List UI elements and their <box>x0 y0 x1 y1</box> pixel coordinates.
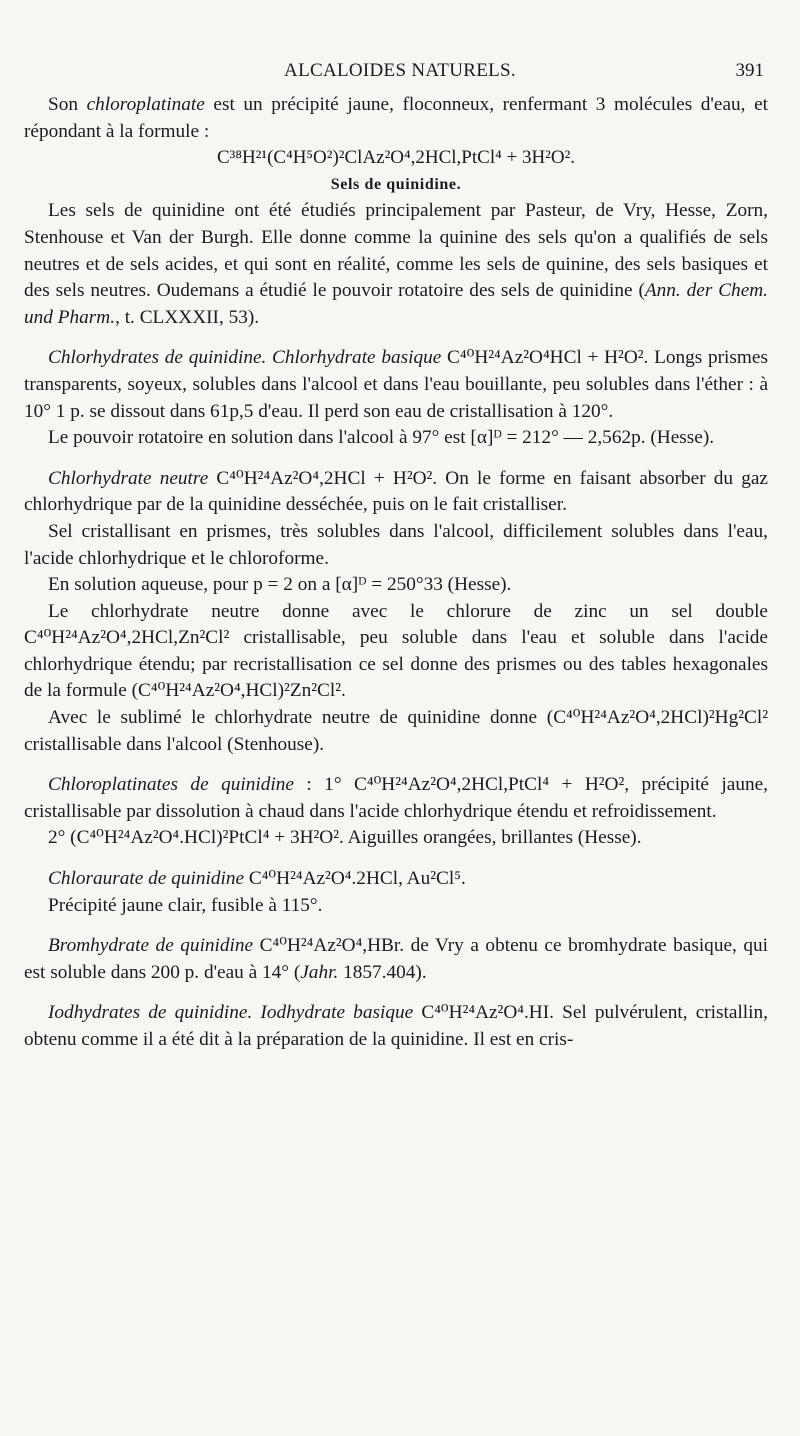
italic-term: Chloraurate de quinidine <box>48 868 245 890</box>
text-run: : 1° C⁴⁰H²⁴Az²O⁴,2HCl,PtCl⁴ + H²O², précipité jaune, cristallisable par dissolution à chaud dans l'acide chlorhydrique étendu et refroidissement. <box>24 774 768 822</box>
paragraph-chloroplatinate-2: 2° (C⁴⁰H²⁴Az²O⁴.HCl)²PtCl⁴ + 3H²O². Aiguilles orangées, brillantes (Hesse). <box>48 827 642 849</box>
paragraph-crystals: Sel cristallisant en prismes, très solubles dans l'alcool, difficilement solubles dans l'eau, l'acide chlorhydrique et le chloroforme. <box>24 520 768 569</box>
paragraph-aqueous-solution: En solution aqueuse, pour p = 2 on a [α]ᴰ = 250°33 (Hesse). <box>48 574 512 596</box>
text-run: C⁴⁰H²⁴Az²O⁴,2HCl + H²O². On le forme en faisant absorber du gaz chlorhydrique par de la quinidine desséchée, puis on le fait cristalliser. <box>24 467 768 516</box>
italic-citation: Ann. der Chem. und Pharm. <box>24 280 769 328</box>
running-title: ALCALOIDES NATURELS. <box>284 60 516 81</box>
italic-term: Chlorhydrate neutre <box>48 467 209 489</box>
paragraph-bromhydrate <box>24 933 768 986</box>
italic-term: Iodhydrates de quinidine. Iodhydrate basique <box>48 1002 414 1024</box>
paragraph-chloroplatinates <box>24 772 768 825</box>
paragraph-neutral-chlorhydrate <box>24 466 768 519</box>
text-run: C⁴⁰H²⁴Az²O⁴,HBr. de Vry a obtenu ce bromhydrate basique, qui est soluble dans 200 p. d'eau à 14° ( <box>24 935 769 983</box>
paragraph-iodhydrates <box>24 1000 768 1053</box>
text-run: Les sels de quinidine ont été étudiés principalement par Pasteur, de Vry, Hesse, Zorn, Stenhouse et Van der Burgh. Elle donne comme la quinine des sels qu'on a qualifiés de sels neutres et de sels acides, et qui sont en réalité, comme les sels de quinine, des sels basiques et des sels neutres. Oudemans a étudié le pouvoir rotatoire des sels de quinidine ( <box>24 200 768 302</box>
text-run: C⁴⁰H²⁴Az²O⁴.2HCl, Au²Cl⁵. <box>244 868 466 890</box>
paragraph-chlorhydrates <box>24 345 768 425</box>
italic-term: Chloroplatinates de quinidine <box>48 774 294 796</box>
italic-citation: Jahr. <box>300 961 339 983</box>
chemical-formula: C³⁸H²¹(C⁴H⁵O²)²ClAz²O⁴,2HCl,PtCl⁴ + 3H²O². <box>216 147 576 169</box>
section-title: Sels de quinidine. <box>330 175 462 193</box>
italic-term: chloroplatinate <box>86 94 205 115</box>
paragraph-sublimate: Avec le sublimé le chlorhydrate neutre de quinidine donne (C⁴⁰H²⁴Az²O⁴,2HCl)²Hg²Cl² cristallisable dans l'alcool (Stenhouse). <box>24 707 768 755</box>
text-run: , t. CLXXXII, 53). <box>115 306 260 328</box>
paragraph-rotatory-power: Le pouvoir rotatoire en solution dans l'alcool à 97° est [α]ᴰ = 212° — 2,562p. (Hesse). <box>48 427 715 449</box>
page-number: 391 <box>735 60 764 81</box>
text-run: Son <box>48 94 87 115</box>
page-header <box>0 58 800 88</box>
paragraph-zinc-salt: Le chlorhydrate neutre donne avec le chlorure de zinc un sel double C⁴⁰H²⁴Az²O⁴,2HCl,Zn²Cl² cristallisable, peu soluble dans l'eau et soluble dans l'acide chlorhydrique étendu; par recristallisation ce sel donne des prismes ou des tables hexagonales de la formule (C⁴⁰H²⁴Az²O⁴,HCl)²Zn²Cl². <box>24 600 768 702</box>
italic-term: Chlorhydrates de quinidine. Chlorhydrate basique <box>48 347 442 369</box>
page-body <box>24 92 768 1054</box>
text-run: C⁴⁰H²⁴Az²O⁴HCl + H²O². Longs prismes transparents, soyeux, solubles dans l'alcool et dans l'eau bouillante, peu solubles dans l'éther : à 10° 1 p. se dissout dans 61p,5 d'eau. Il perd son eau de cristallisation à 120°. <box>24 347 768 422</box>
text-run: est un précipité jaune, floconneux, renfermant 3 molécules d'eau, et répondant à la formule : <box>24 94 768 142</box>
text-run: C⁴⁰H²⁴Az²O⁴.HI. Sel pulvérulent, cristallin, obtenu comme il a été dit à la préparation de la quinidine. Il est en cris- <box>24 1002 768 1050</box>
paragraph-precipitate: Précipité jaune clair, fusible à 115°. <box>48 894 323 916</box>
italic-term: Bromhydrate de quinidine <box>48 935 254 957</box>
paragraph-overview <box>24 198 768 331</box>
text-run: 1857.404). <box>338 961 427 983</box>
chloroplatinate-paragraph <box>24 92 768 145</box>
paragraph-chloraurate <box>24 866 768 893</box>
